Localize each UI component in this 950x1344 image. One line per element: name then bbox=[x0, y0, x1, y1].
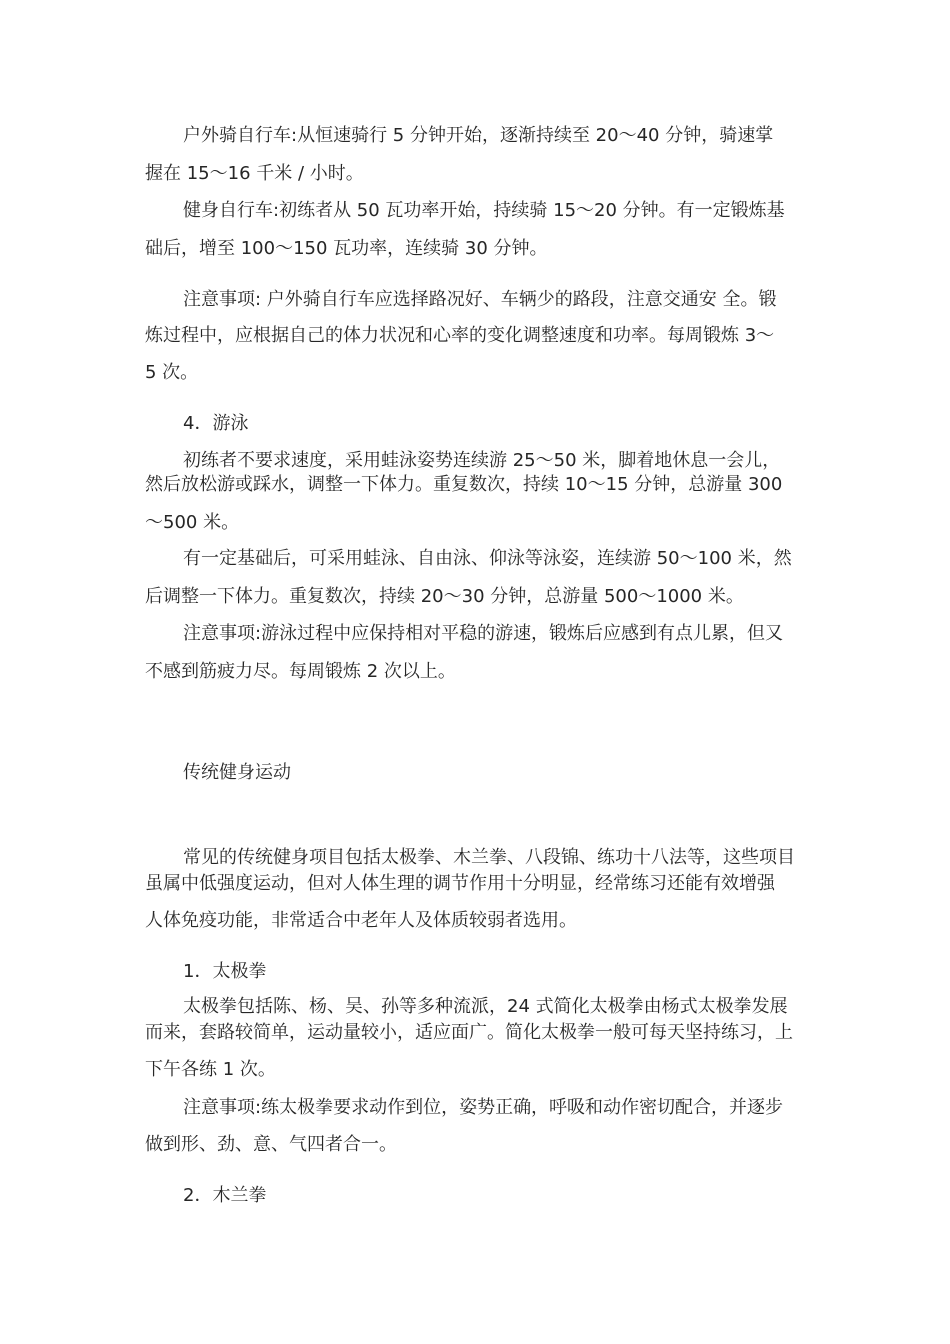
section-heading: 传统健身运动 bbox=[183, 762, 291, 783]
text-line: 后调整一下体力。重复数次，持续 20～30 分钟，总游量 500～1000 米。 bbox=[145, 586, 744, 607]
text-line: 不感到筋疲力尽。每周锻炼 2 次以上。 bbox=[145, 661, 456, 682]
text-line: 握在 15～16 千米 / 小时。 bbox=[145, 163, 364, 184]
text-line: 注意事项: 户外骑自行车应选择路况好、车辆少的路段，注意交通安 全。锻 bbox=[183, 289, 777, 310]
text-line: 注意事项:练太极拳要求动作到位，姿势正确，呼吸和动作密切配合，并逐步 bbox=[183, 1097, 784, 1118]
section-heading: 4．游泳 bbox=[183, 413, 249, 434]
section-heading: 1．太极拳 bbox=[183, 961, 267, 982]
section-heading: 2．木兰拳 bbox=[183, 1185, 267, 1206]
text-line: 户外骑自行车:从恒速骑行 5 分钟开始，逐渐持续至 20～40 分钟，骑速掌 bbox=[183, 125, 774, 146]
text-line: 而来，套路较简单，运动量较小，适应面广。简化太极拳一般可每天坚持练习，上 bbox=[145, 1022, 793, 1043]
text-line: 有一定基础后，可采用蛙泳、自由泳、仰泳等泳姿，连续游 50～100 米，然 bbox=[183, 548, 792, 569]
text-line: 常见的传统健身项目包括太极拳、木兰拳、八段锦、练功十八法等，这些项目 bbox=[183, 847, 795, 868]
text-line: 太极拳包括陈、杨、吴、孙等多种流派，24 式简化太极拳由杨式太极拳发展 bbox=[183, 996, 788, 1017]
text-line: 注意事项:游泳过程中应保持相对平稳的游速，锻炼后应感到有点儿累，但又 bbox=[183, 623, 784, 644]
text-line: 做到形、劲、意、气四者合一。 bbox=[145, 1134, 397, 1155]
text-line: 然后放松游或踩水，调整一下体力。重复数次，持续 10～15 分钟，总游量 300 bbox=[145, 474, 783, 495]
text-line: 下午各练 1 次。 bbox=[145, 1059, 276, 1080]
text-line: 5 次。 bbox=[145, 362, 199, 383]
text-line: 健身自行车:初练者从 50 瓦功率开始，持续骑 15～20 分钟。有一定锻炼基 bbox=[183, 200, 785, 221]
text-line: ～500 米。 bbox=[145, 512, 240, 533]
text-line: 虽属中低强度运动，但对人体生理的调节作用十分明显，经常练习还能有效增强 bbox=[145, 873, 775, 894]
text-line: 初练者不要求速度，采用蛙泳姿势连续游 25～50 米，脚着地休息一会儿， bbox=[183, 450, 781, 471]
text-line: 人体免疫功能，非常适合中老年人及体质较弱者选用。 bbox=[145, 910, 577, 931]
text-line: 础后，增至 100～150 瓦功率，连续骑 30 分钟。 bbox=[145, 238, 548, 259]
text-line: 炼过程中，应根据自己的体力状况和心率的变化调整速度和功率。每周锻炼 3～ bbox=[145, 325, 775, 346]
